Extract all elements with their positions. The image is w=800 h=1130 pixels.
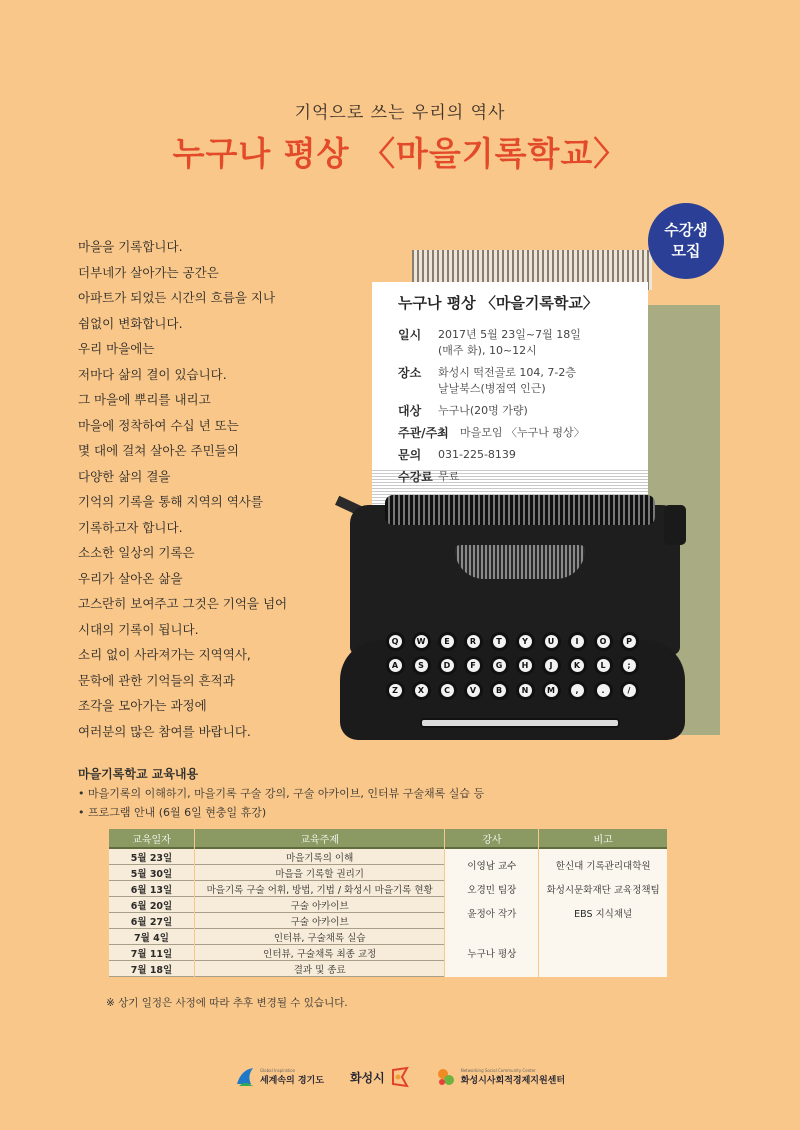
footer-logos [0,1066,800,1088]
intro-line: 더부네가 살아가는 공간은 [78,264,219,280]
intro-line: 조각을 모아가는 과정에 [78,698,207,713]
instructor-cell: 이영남 교수 [445,849,538,881]
info-value: 무료 [438,470,460,483]
table-header: 강사 [445,829,538,849]
intro-line: 문학에 관한 기억들의 흔적과 [78,672,235,688]
typewriter-key: U [542,632,561,651]
typewriter-key: O [594,632,613,651]
typewriter-key: . [594,681,613,700]
curriculum-line: • 마을기록의 이해하기, 마을기록 구술 강의, 구술 아카이브, 인터뷰 구술채록 실습 등 [78,787,485,800]
typewriter-key: F [464,656,483,675]
recruit-badge [648,203,724,279]
table-header: 교육일자 [109,829,194,849]
info-value: 2017년 5월 23일~7월 18일 [438,328,581,341]
date-cell: 5월 23일 [109,849,194,865]
intro-line: 다양한 삶의 결을 [78,468,171,484]
keyrow-1 [377,632,647,651]
curriculum-section [78,764,678,822]
typewriter-key: P [620,632,639,651]
info-row [398,365,646,381]
info-value: 화성시 떡전골로 104, 7-2층 [438,366,576,379]
typewriter-slot [455,545,585,579]
intro-line: 소소한 일상의 기록은 [78,545,195,560]
info-key: 일시 [398,328,422,342]
topic-cell: 인터뷰, 구술채록 실습 [195,929,444,945]
instructor-cell: 윤정아 작가 [445,897,538,929]
social-economy-center-text: 화성시사회적경제지원센터 [460,1076,566,1086]
typewriter-key: E [438,632,457,651]
intro-line: 몇 대에 걸쳐 살아온 주민들의 [78,443,239,458]
info-row [398,447,646,463]
info-row [398,343,646,359]
intro-line: 고스란히 보여주고 그것은 기억을 넘어 [78,596,288,611]
table-row [109,897,667,913]
typewriter-platen [385,495,655,525]
date-cell: 5월 30일 [109,865,194,881]
schedule-note: ※ 상기 일정은 사정에 따라 추후 변경될 수 있습니다. [106,997,348,1009]
info-value: 누구나(20명 가량) [438,404,528,417]
topic-cell: 인터뷰, 구술채록 최종 교정 [195,945,444,961]
typewriter-key: K [568,656,587,675]
table-row [109,849,667,865]
note-cell: 한신대 기록관리대학원 [539,849,667,881]
info-key: 수강료 [398,470,433,484]
date-cell: 6월 20일 [109,897,194,913]
info-key: 대상 [398,404,422,418]
note-cell: EBS 지식채널 [539,897,667,929]
note-cell: 화성시문화재단 교육정책팀 [539,881,667,897]
info-key: 장소 [398,366,422,380]
typewriter-key: I [568,632,587,651]
intro-line: 소리 없이 사라져가는 지역역사, [78,647,251,662]
info-row [398,327,646,343]
intro-line: 시대의 기록이 됩니다. [78,621,199,637]
date-cell: 7월 4일 [109,929,194,945]
typewriter-key: / [620,681,639,700]
intro-line: 마을을 기록합니다. [78,239,183,254]
typewriter-key: L [594,656,613,675]
date-cell: 7월 11일 [109,945,194,961]
info-row [398,403,646,419]
intro-line: 우리가 살아온 삶을 [78,570,183,586]
hwaseong-logo-text: 화성시 [349,1070,385,1085]
info-value: 마을모임 〈누구나 평상〉 [460,426,585,439]
gyeonggi-logo-text: 세계속의 경기도 [259,1076,324,1086]
typewriter-knob [664,505,686,545]
social-economy-center-logo [436,1066,565,1088]
typewriter-key: C [438,681,457,700]
typewriter-key: B [490,681,509,700]
intro-line: 마을에 정착하여 수십 년 또는 [78,417,239,433]
typewriter-key: J [542,656,561,675]
badge-line-2: 모집 [671,242,701,260]
topic-cell: 구술 아카이브 [195,913,444,929]
keyrow-3 [377,681,647,700]
date-cell: 6월 27일 [109,913,194,929]
social-economy-center-logo-icon [436,1066,456,1088]
typewriter-key: N [516,681,535,700]
info-row [398,425,646,441]
typewriter-key: X [412,681,431,700]
typewriter-key: ; [620,656,639,675]
table-header: 비고 [539,829,667,849]
typewriter-spacebar [420,718,620,728]
hwaseong-logo [350,1066,410,1088]
curriculum-line: • 프로그램 안내 (6월 6일 현충일 휴강) [78,806,267,819]
typewriter-key: Y [516,632,535,651]
topic-cell: 구술 아카이브 [195,897,444,913]
hwaseong-logo-icon [390,1066,410,1088]
table-row [109,881,667,897]
topic-cell: 마을기록 구술 어휘, 방법, 기법 / 화성시 마을기록 현황 [195,881,444,897]
typewriter-key: M [542,681,561,700]
info-value: 날날북스(병점역 인근) [438,382,546,395]
typewriter-key: R [464,632,483,651]
intro-line: 그 마을에 뿌리를 내리고 [78,392,211,407]
intro-line: 기억의 기록을 통해 지역의 역사를 [78,494,263,509]
instructor-cell: 누구나 평상 [445,929,538,977]
curriculum-title: 마을기록학교 교육내용 [78,767,199,781]
typewriter-key: Z [386,681,405,700]
schedule-table [108,829,668,977]
intro-line: 기록하고자 합니다. [78,519,183,535]
typewriter-key: W [412,632,431,651]
info-row [398,381,646,397]
badge-line-1: 수강생 [664,221,708,239]
info-key [398,381,438,397]
info-value: (매주 화), 10~12시 [438,344,537,357]
typewriter-key: V [464,681,483,700]
info-value: 031-225-8139 [438,448,516,461]
info-key: 문의 [398,448,422,462]
table-header: 교육주제 [195,829,444,849]
typewriter-key: Q [386,632,405,651]
topic-cell: 마을기록의 이해 [195,849,444,865]
info-card-title: 누구나 평상 〈마을기록학교〉 [398,294,598,312]
typewriter-key: , [568,681,587,700]
keyrow-2 [369,656,655,675]
typewriter-key: G [490,656,509,675]
typewriter-key: D [438,656,457,675]
table-row [109,929,667,945]
date-cell: 7월 18일 [109,961,194,977]
info-key [398,343,438,359]
date-cell: 6월 13일 [109,881,194,897]
social-economy-center-tagline: Networking Social Community Center [460,1068,536,1073]
page-subtitle: 기억으로 쓰는 우리의 역사 [294,103,506,123]
page-title: 누구나 평상 〈마을기록학교〉 [172,134,628,173]
typewriter-key: T [490,632,509,651]
info-card [398,292,646,491]
info-row [398,469,646,485]
intro-line: 여러분의 많은 참여를 바랍니다. [78,723,251,739]
typewriter-key: A [386,656,405,675]
intro-line: 아파트가 되었든 시간의 흐름을 지나 [78,290,276,305]
instructor-cell: 오경민 팀장 [445,881,538,897]
typewriter-key: S [412,656,431,675]
gyeonggi-logo-tagline: Global Inspiration [259,1068,296,1073]
gyeonggi-logo-icon [235,1066,255,1088]
info-key: 주관/주최 [398,426,449,440]
note-cell [539,929,667,977]
intro-line: 우리 마을에는 [78,341,155,356]
intro-text [78,234,368,744]
intro-line: 쉼없이 변화합니다. [78,315,183,331]
topic-cell: 결과 및 종료 [195,961,444,977]
topic-cell: 마을을 기록할 권리기 [195,865,444,881]
typewriter-key: H [516,656,535,675]
gyeonggi-logo [235,1066,324,1088]
intro-line: 저마다 삶의 결이 있습니다. [78,366,227,382]
